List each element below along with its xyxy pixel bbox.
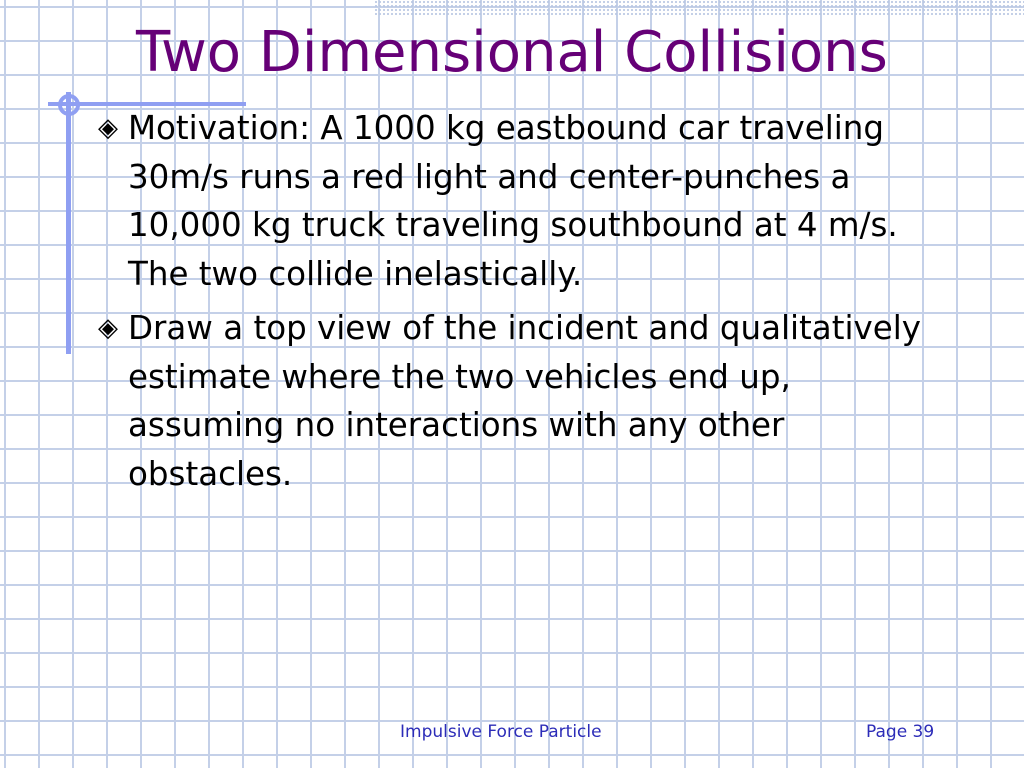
bullet-list [88, 104, 948, 504]
footer-course-title: Impulsive Force Particle [400, 722, 602, 742]
accent-vertical-line [66, 92, 71, 354]
bullet-item-draw [88, 304, 948, 498]
bullet-item-motivation [88, 104, 948, 298]
bullet-text: Draw a top view of the incident and qualitatively estimate where the two vehicles end up, assuming no interactions with any other obstacles. [128, 309, 921, 493]
diamond-bullet-icon: ◈ [98, 113, 118, 143]
corner-dot-pattern [374, 0, 1024, 16]
bullet-text: Motivation: A 1000 kg eastbound car traveling 30m/s runs a red light and center-punches a 10,000 kg truck traveling southbound at 4 m/s. The two collide inelastically. [128, 109, 898, 293]
slide-title: Two Dimensional Collisions [136, 20, 888, 85]
footer-page-number: Page 39 [866, 722, 935, 742]
accent-ring-icon [58, 94, 80, 116]
diamond-bullet-icon: ◈ [98, 313, 118, 343]
